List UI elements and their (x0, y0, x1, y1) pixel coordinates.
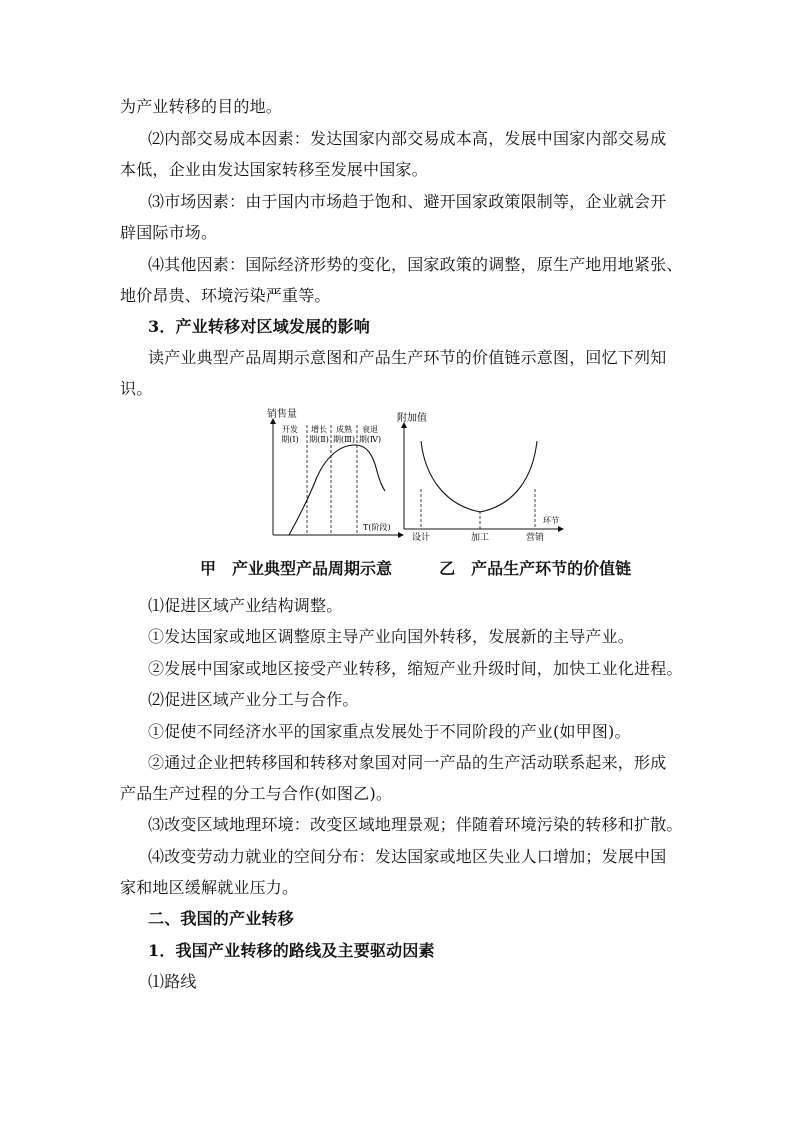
stage-label: 开发 (282, 425, 298, 434)
paragraph-line: 地价昂贵、环境污染严重等。 (120, 286, 331, 305)
paragraph-line: ②通过企业把转移国和转移对象国对同一产品的生产活动联系起来，形成 (148, 753, 667, 772)
figure-b-ylabel: 附加值 (397, 413, 427, 424)
paragraph-line: 本低，企业由发达国家转移至发展中国家。 (120, 160, 428, 179)
figure-a-xlabel: T(阶段) (363, 523, 391, 532)
paragraph-line: ⑶改变区域地理环境：改变区域地理景观；伴随着环境污染的转移和扩散。 (148, 815, 683, 834)
figure-value-chain (395, 405, 565, 549)
paragraph-line: 产品生产过程的分工与合作(如图乙)。 (120, 784, 393, 803)
paragraph-line: ⑶市场因素：由于国内市场趋于饱和、避开国家政策限制等，企业就会开 (148, 192, 667, 211)
subsection-heading: 1．我国产业转移的路线及主要驱动因素 (148, 941, 435, 960)
stage-label: 期(Ⅳ) (358, 435, 382, 444)
sales-curve (289, 445, 385, 535)
paragraph-line: ⑷其他因素：国际经济形势的变化，国家政策的调整，原生产地用地紧张、 (148, 255, 683, 274)
paragraph-line: ②发展中国家或地区接受产业转移，缩短产业升级时间，加快工业化进程。 (148, 659, 683, 678)
stage-label: 期(Ⅱ) (309, 435, 329, 444)
figure-a-caption: 甲 产业典型产品周期示意 (200, 559, 393, 578)
tick-label: 加工 (470, 533, 490, 543)
paragraph-line: 为产业转移的目的地。 (120, 97, 283, 116)
stage-label: 期(Ⅲ) (333, 435, 355, 444)
paragraph-line: 读产业典型产品周期示意图和产品生产环节的价值链示意图，回忆下列知 (148, 348, 667, 367)
stage-label: 衰退 (362, 425, 378, 434)
stage-label: 期(Ⅰ) (281, 435, 299, 444)
figure-b-caption: 乙 产品生产环节的价值链 (439, 559, 632, 578)
paragraph-line: 辟国际市场。 (120, 223, 218, 242)
value-curve (421, 441, 537, 512)
stage-label: 成熟 (336, 425, 352, 434)
paragraph-line: ⑵内部交易成本因素：发达国家内部交易成本高，发展中国家内部交易成 (148, 129, 667, 148)
paragraph-line: 识。 (120, 379, 153, 398)
figure-product-cycle (255, 405, 405, 549)
paragraph-line: ①促使不同经济水平的国家重点发展处于不同阶段的产业(如甲图)。 (148, 722, 631, 741)
paragraph-line: ⑴促进区域产业结构调整。 (148, 596, 343, 615)
figure-b-xlabel: 环节 (543, 516, 559, 525)
paragraph-line: ⑷改变劳动力就业的空间分布：发达国家或地区失业人口增加；发展中国 (148, 847, 667, 866)
paragraph-line: 家和地区缓解就业压力。 (120, 878, 299, 897)
tick-label: 营销 (525, 533, 545, 543)
section-heading: 二、我国的产业转移 (148, 909, 294, 928)
tick-label: 设计 (411, 533, 431, 543)
paragraph-line: ①发达国家或地区调整原主导产业向国外转移，发展新的主导产业。 (148, 627, 635, 646)
section-heading: 3．产业转移对区域发展的影响 (148, 317, 370, 336)
paragraph-line: ⑵促进区域产业分工与合作。 (148, 690, 359, 709)
paragraph-line: ⑴路线 (148, 972, 197, 991)
figure-a-ylabel: 销售量 (267, 409, 297, 420)
stage-label: 增长 (311, 425, 327, 434)
figure-captions (200, 556, 640, 579)
